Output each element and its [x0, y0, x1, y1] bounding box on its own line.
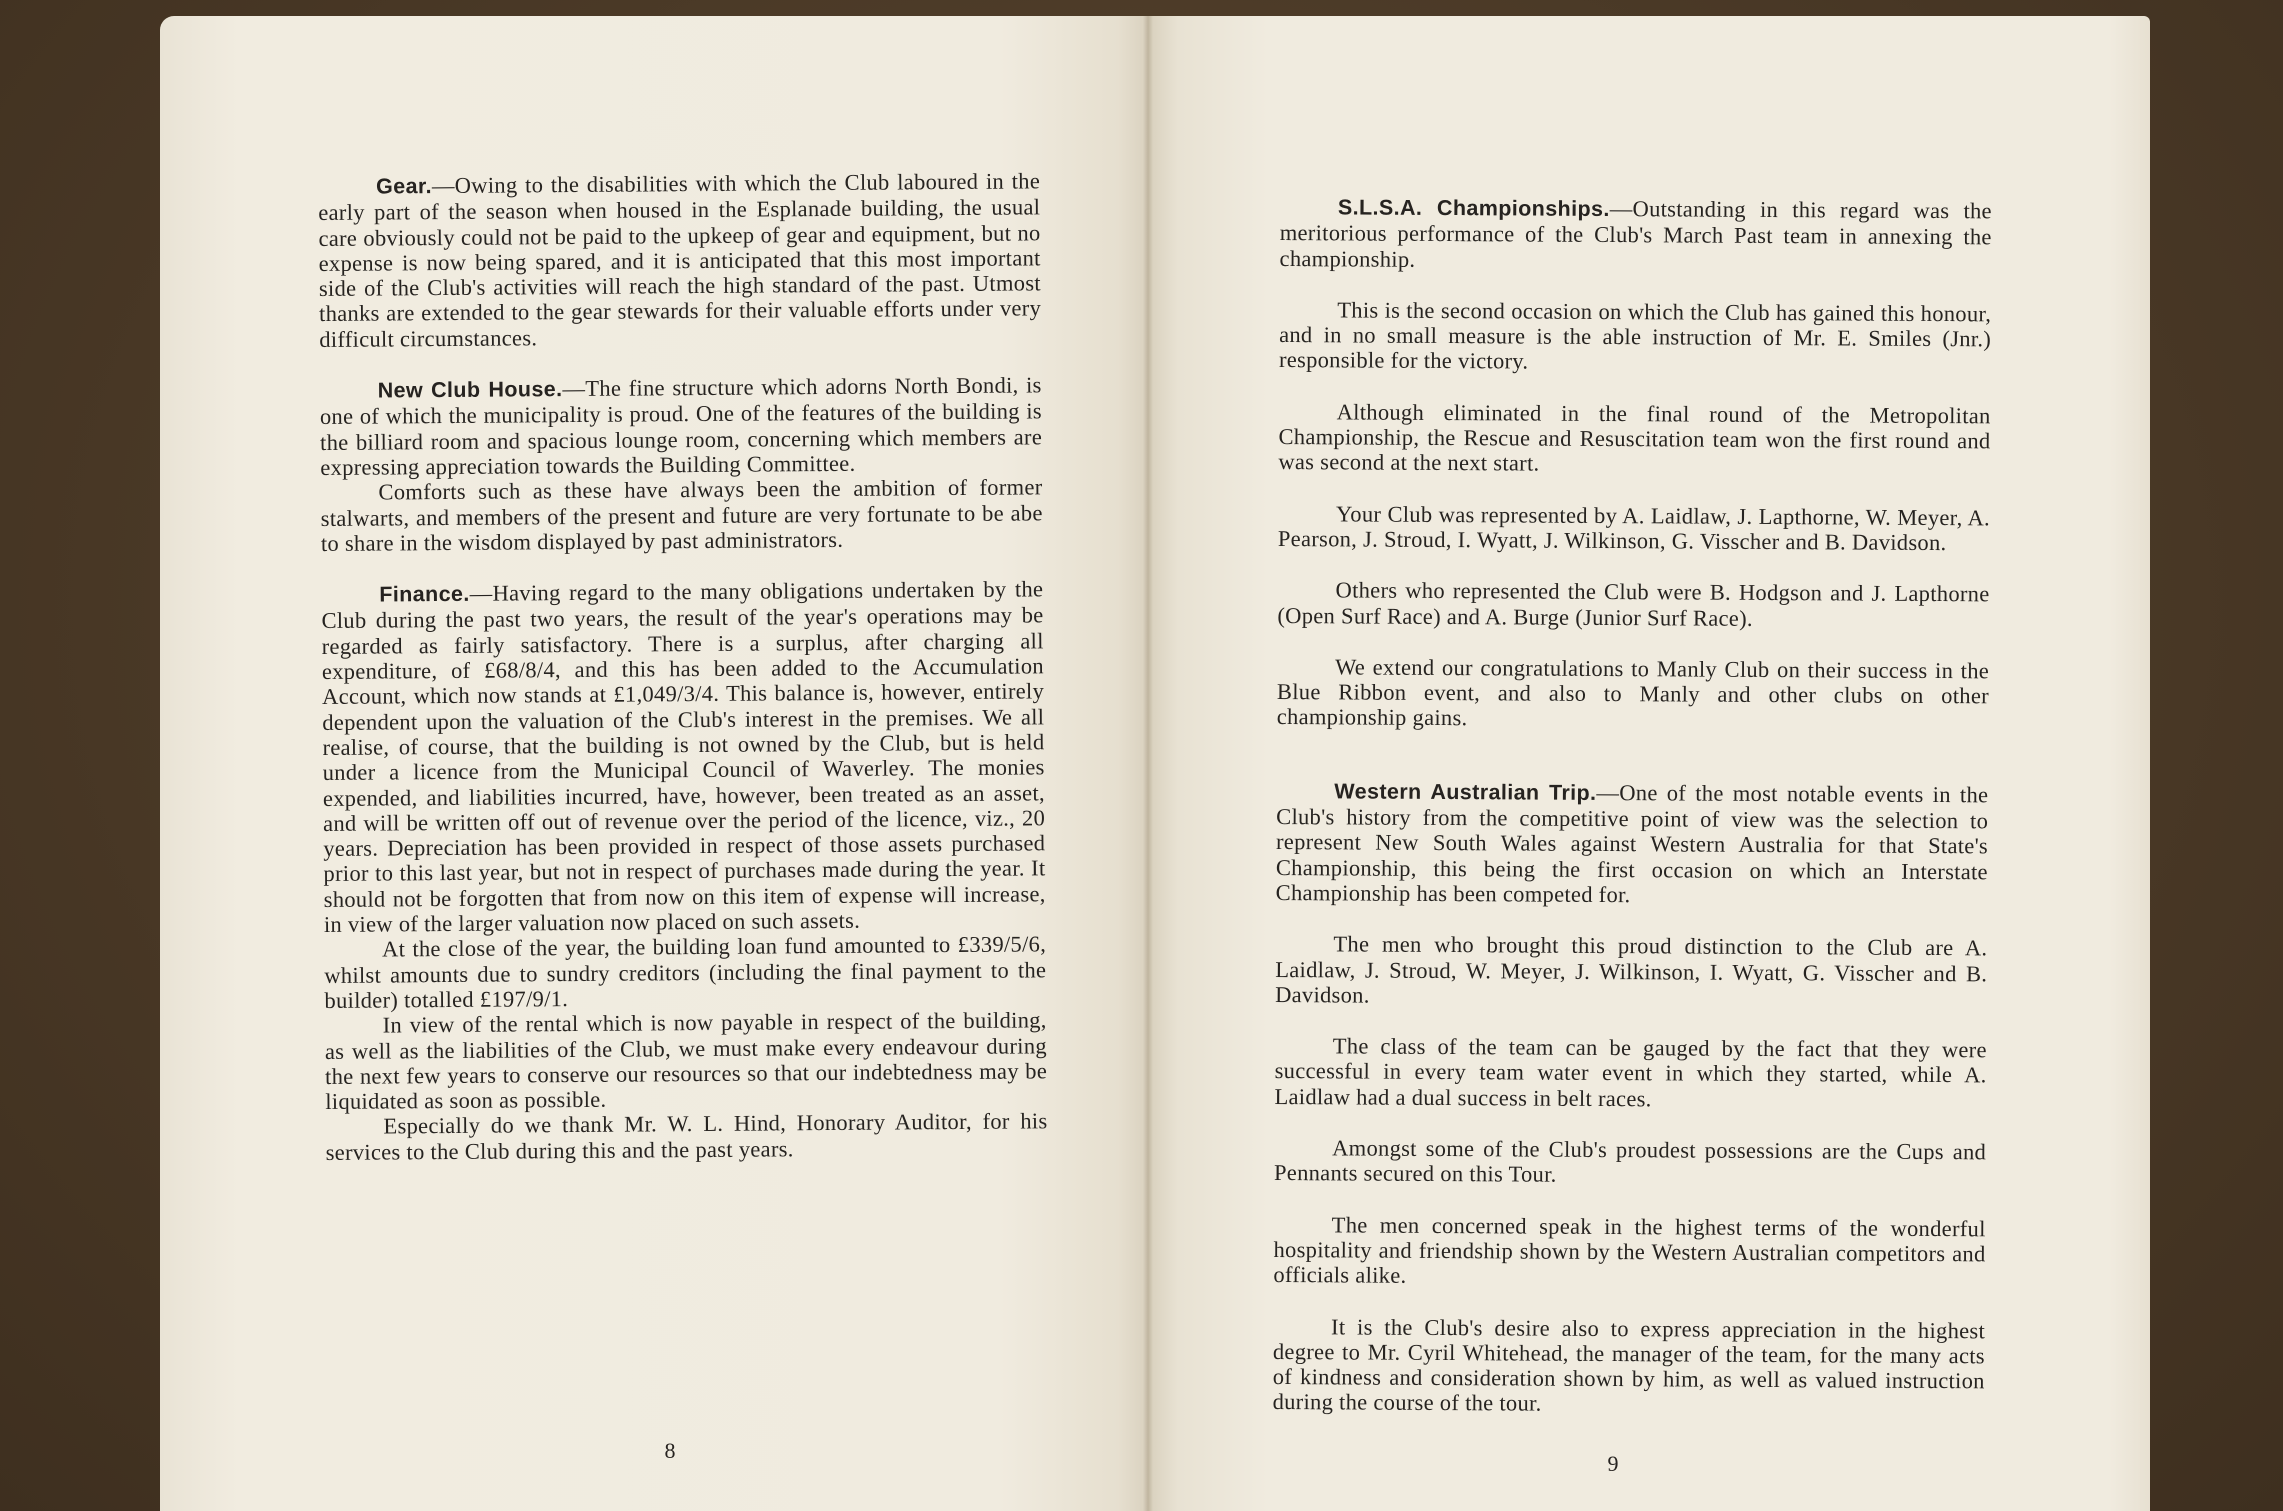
- paragraph-slsa-championships: [1280, 194, 1992, 275]
- paragraph-western-australian-trip: [1276, 778, 1989, 910]
- paragraph-cups-pennants: [1274, 1135, 1986, 1190]
- paragraph-men-distinction: [1275, 931, 1987, 1011]
- left-page-text: [318, 168, 1048, 1165]
- paragraph-second-occasion: [1279, 297, 1991, 377]
- heading-gear: Gear.: [376, 174, 432, 199]
- paragraph-text: At the close of the year, the building loan fund amounted to £339/5/6, whilst amounts due to sundry creditors (including the final payment to the builder) totalled £197/9/1.: [324, 931, 1047, 1013]
- paragraph-text: —The fine structure which adorns North Bondi, is one of which the municipality is proud. One of the features of the building is the billiard room and spacious lounge room, concerning which members are expressing appreciation towards the Building Committee.: [319, 372, 1043, 480]
- paragraph-text: The class of the team can be gauged by the fact that they were successful in every team water event in which they started, while A. Laidlaw had a dual success in belt races.: [1274, 1033, 1987, 1112]
- paragraph-thanks-auditor: [325, 1109, 1047, 1165]
- paragraph-rental: [325, 1008, 1048, 1115]
- book-gutter: [1143, 16, 1153, 1511]
- paragraph-text: —Outstanding in this regard was the meritorious performance of the Club's March Past team in annexing the championship.: [1279, 196, 1992, 272]
- page-number-left: 8: [664, 1438, 676, 1463]
- paragraph-text: We extend our congratulations to Manly Club on their success in the Blue Ribbon event, and also to Manly and other clubs on other championship gains.: [1276, 654, 1990, 731]
- page-number-right: 9: [1607, 1451, 1619, 1476]
- heading-western-australian-trip: Western Australian Trip.: [1334, 779, 1597, 805]
- paragraph-new-club-house: [320, 372, 1043, 480]
- heading-finance: Finance.: [379, 581, 470, 607]
- paragraph-text: —Having regard to the many obligations undertaken by the Club during the past two years, the result of the year's operations may be regarded as fairly satisfactory. There is a surplus, after charging all expenditure, of £68/8/4, and this has been added to the Accumulation Account, which now stands at £1,049/3/4. This balance is, however, entirely dependent upon the valuation of the Club's interest in the premises. We all realise, of course, that the building is not owned by the Club, but is held under a licence from the Municipal Council of Waverley. The monies expended, and liabilities incurred, have, however, been treated as an asset, and will be written off out of revenue over the period of the licence, viz., 20 years. Depreciation has been provided in respect of those assets purchased prior to this last year, but not in respect of purchases made during the year. It should not be forgotten that from now on this item of expense will increase, in view of the larger valuation now placed on such assets.: [321, 576, 1046, 937]
- paragraph-text: Others who represented the Club were B. Hodgson and J. Lapthorne (Open Surf Race) and A. Burge (Junior Surf Race).: [1277, 577, 1990, 631]
- paragraph-comforts: [320, 475, 1043, 557]
- paragraph-text: Your Club was represented by A. Laidlaw, J. Lapthorne, W. Meyer, A. Pearson, J. Stroud, I. Wyatt, J. Wilkinson, G. Visscher and B. Davidson.: [1277, 501, 1991, 556]
- paragraph-others: [1277, 577, 1989, 632]
- left-page: [160, 16, 1148, 1511]
- paragraph-represented: [1278, 501, 1990, 556]
- heading-new-club-house: New Club House.: [377, 377, 563, 403]
- paragraph-metropolitan: [1278, 399, 1990, 479]
- heading-slsa-championships: S.L.S.A. Championships.: [1337, 195, 1610, 222]
- right-page-text: [1273, 194, 1992, 1419]
- paragraph-appreciation-manager: [1273, 1313, 1986, 1419]
- paragraph-text: —Owing to the disabilities with which the Club laboured in the early part of the season when housed in the Esplanade building, the usual care obviously could not be paid to the upkeep of gear and equipment, but no expense is now being spared, and it is anticipated that this most important side of the Club's activities will reach the high standard of the past. Utmost thanks are extended to the gear stewards for their valuable efforts under very difficult circumstances.: [318, 168, 1042, 352]
- paragraph-building-loan: [324, 932, 1047, 1014]
- paragraph-text: It is the Club's desire also to express appreciation in the highest degree to Mr. Cyril Whitehead, the manager of the team, for the many acts of kindness and consideration shown by him, as well as valued instruction during the course of the tour.: [1272, 1313, 1986, 1417]
- right-page: [1148, 16, 2150, 1511]
- booklet-spread: [160, 16, 2150, 1511]
- paragraph-text: The men who brought this proud distinction to the Club are A. Laidlaw, J. Stroud, W. Meyer, J. Wilkinson, I. Wyatt, G. Visscher and B. Davidson.: [1275, 931, 1988, 1008]
- paragraph-text: The men concerned speak in the highest terms of the wonderful hospitality and friendship shown by the Western Australian competitors and officials alike.: [1273, 1211, 1986, 1288]
- paragraph-text: In view of the rental which is now payable in respect of the building, as well as the liabilities of the Club, we must make every endeavour during the next few years to conserve our resources so that our indebtedness may be liquidated as soon as possible.: [324, 1007, 1048, 1115]
- paragraph-text: Although eliminated in the final round of the Metropolitan Championship, the Rescue and Resuscitation team won the first round and was second at the next start.: [1278, 399, 1991, 476]
- paragraph-class-of-team: [1274, 1033, 1986, 1113]
- paragraph-text: —One of the most notable events in the Club's history from the competitive point of view was the selection to represent New South Wales against Western Australia for that State's Championship, this being the first occasion on which an Interstate Championship has been competed for.: [1275, 779, 1989, 908]
- paragraph-hospitality: [1273, 1212, 1985, 1292]
- paragraph-gear: [318, 168, 1041, 352]
- paragraph-congratulations: [1277, 654, 1989, 734]
- paragraph-text: This is the second occasion on which the Club has gained this honour, and in no small measure is the able instruction of Mr. E. Smiles (Jnr.) responsible for the victory.: [1278, 297, 1992, 375]
- paragraph-text: Especially do we thank Mr. W. L. Hind, Honorary Auditor, for his services to the Club during this and the past years.: [325, 1108, 1048, 1165]
- paragraph-text: Comforts such as these have always been the ambition of former stalwarts, and members of the present and future are very fortunate to be abe to share in the wisdom displayed by past administrators.: [320, 474, 1043, 556]
- paragraph-text: Amongst some of the Club's proudest possessions are the Cups and Pennants secured on this Tour.: [1273, 1135, 1987, 1188]
- paragraph-finance: [321, 576, 1046, 937]
